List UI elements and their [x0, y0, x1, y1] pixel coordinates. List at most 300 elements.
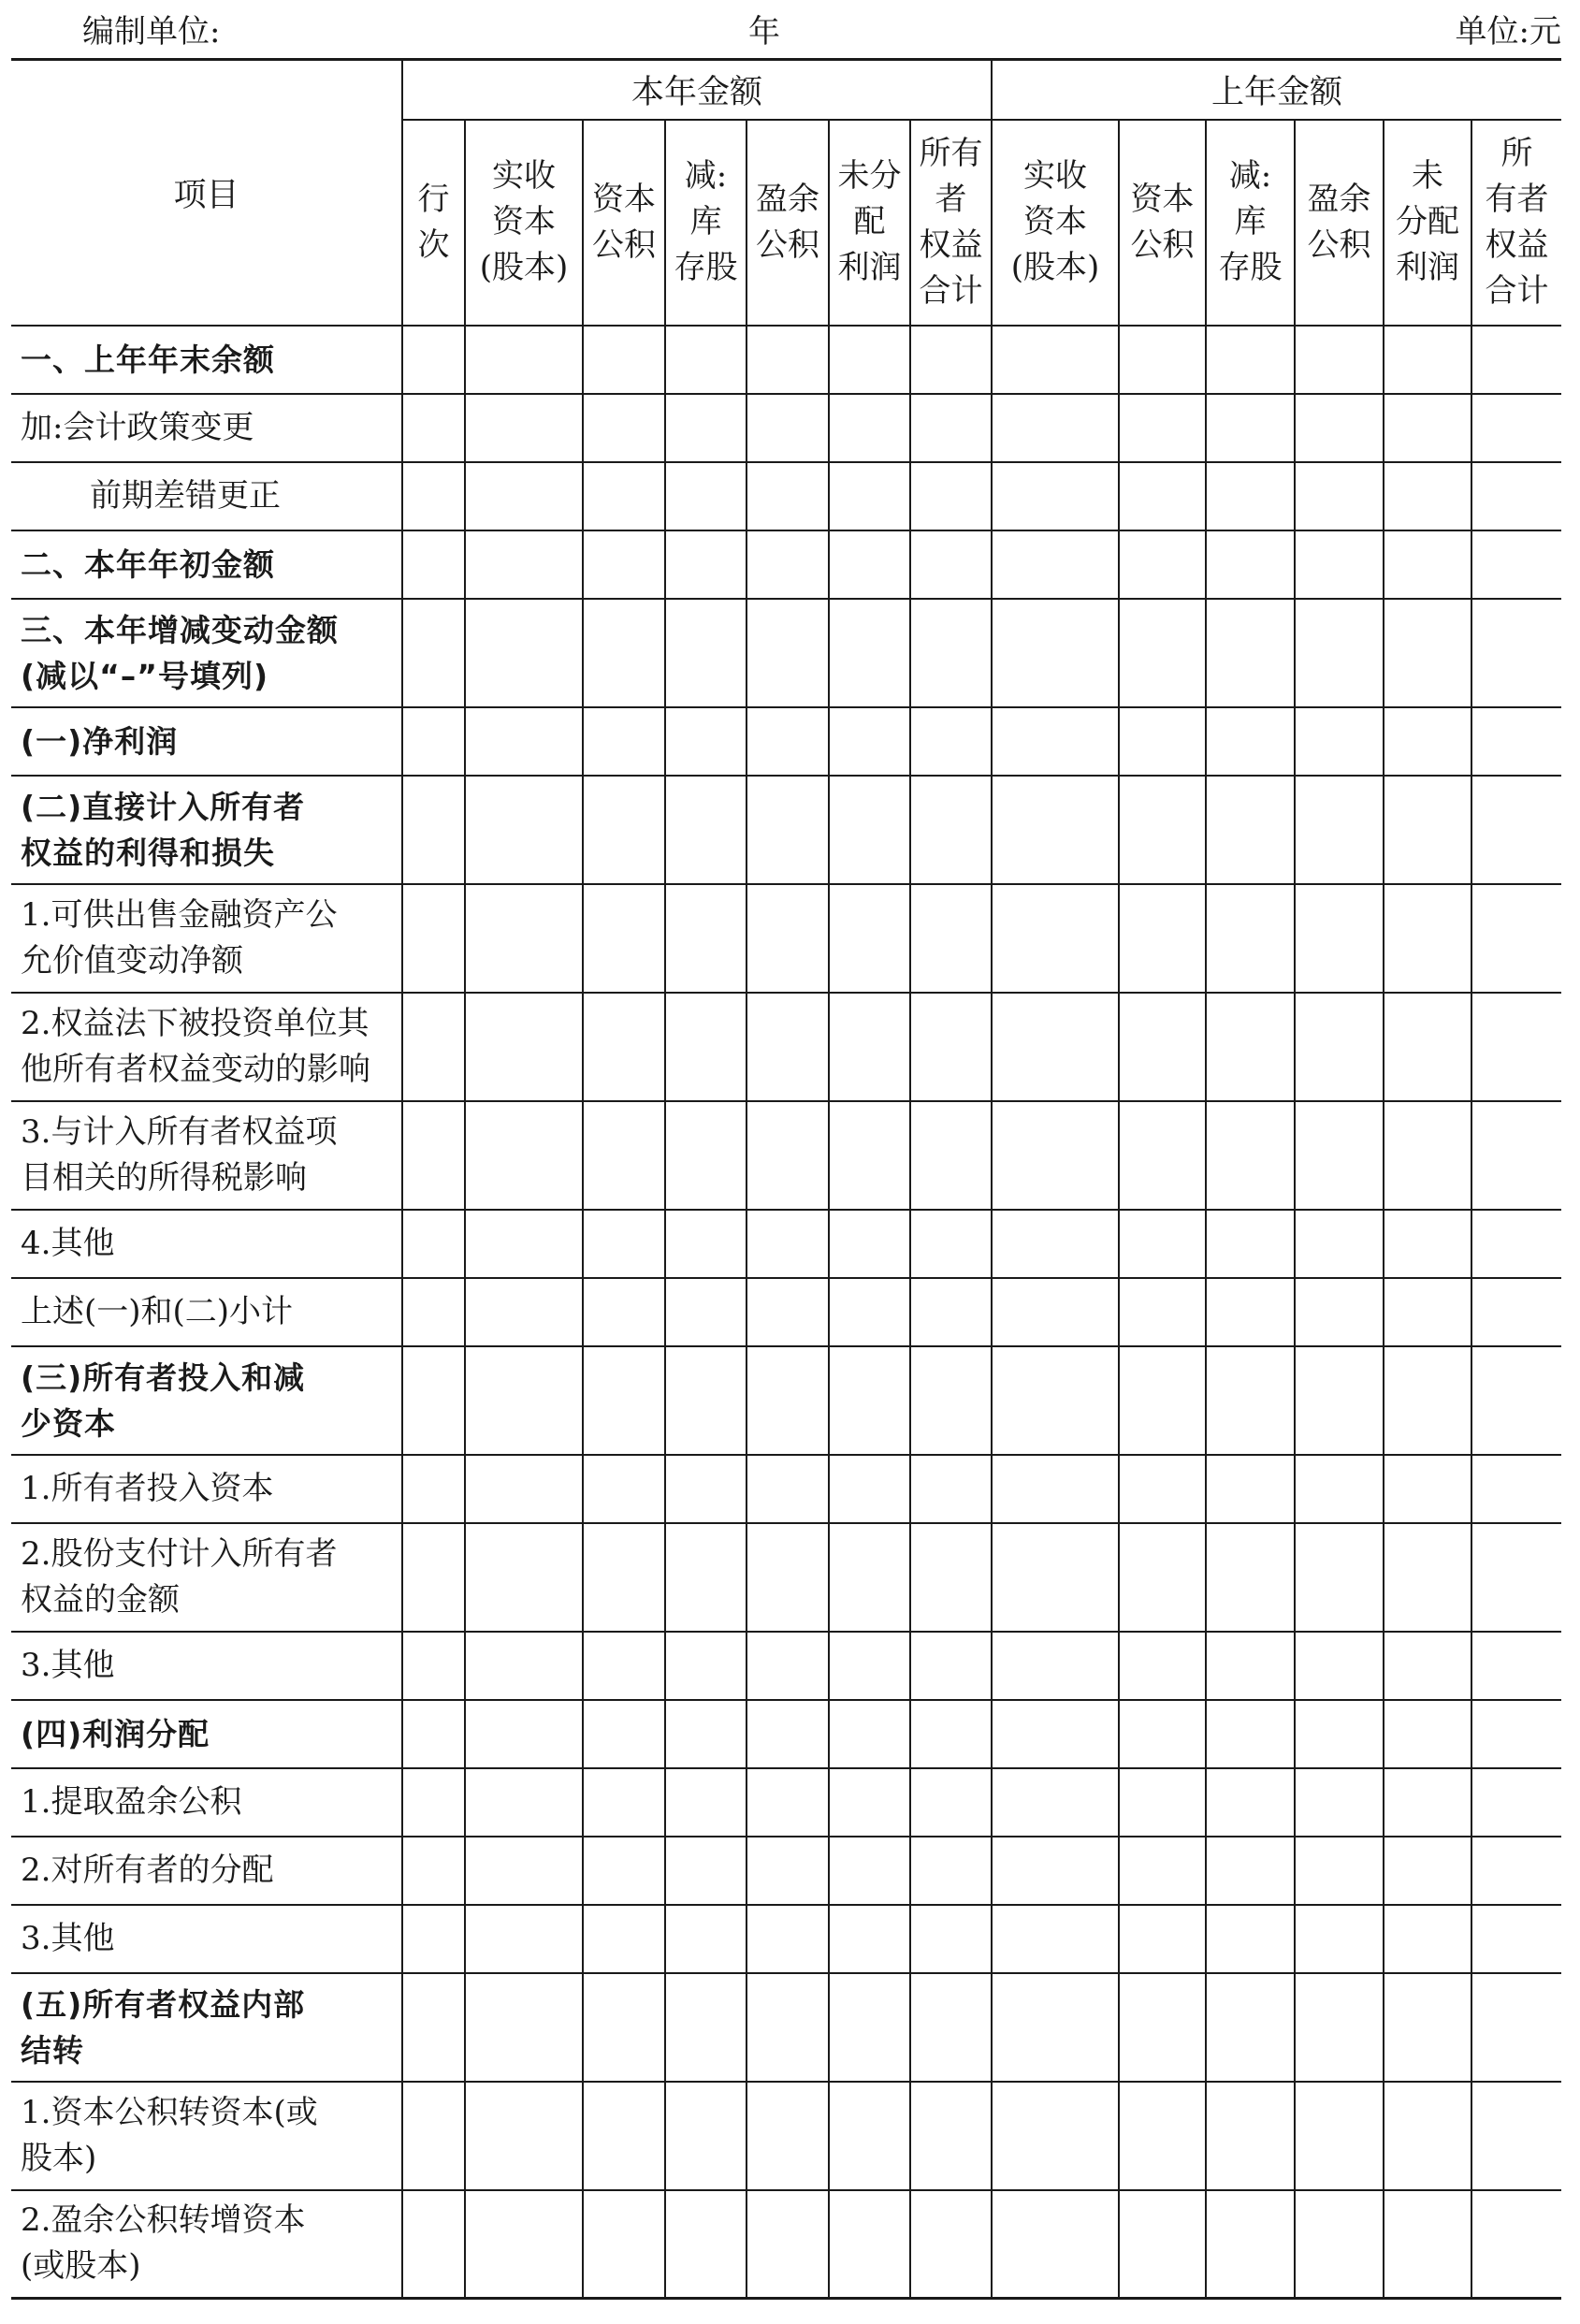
amount-cell[interactable] — [665, 1278, 747, 1346]
amount-cell[interactable] — [747, 1700, 829, 1768]
amount-cell[interactable] — [1471, 1768, 1561, 1837]
amount-cell[interactable] — [1119, 884, 1206, 993]
amount-cell[interactable] — [402, 1632, 465, 1700]
amount-cell[interactable] — [1119, 1632, 1206, 1700]
amount-cell[interactable] — [583, 462, 665, 530]
amount-cell[interactable] — [1471, 462, 1561, 530]
amount-cell[interactable] — [910, 1768, 992, 1837]
amount-cell[interactable] — [583, 776, 665, 884]
amount-cell[interactable] — [1384, 884, 1471, 993]
amount-cell[interactable] — [665, 1905, 747, 1973]
amount-cell[interactable] — [1206, 707, 1295, 776]
amount-cell[interactable] — [1471, 884, 1561, 993]
amount-cell[interactable] — [665, 1632, 747, 1700]
amount-cell[interactable] — [402, 1905, 465, 1973]
amount-cell[interactable] — [747, 462, 829, 530]
amount-cell[interactable] — [1384, 707, 1471, 776]
amount-cell[interactable] — [465, 1700, 583, 1768]
amount-cell[interactable] — [910, 1700, 992, 1768]
amount-cell[interactable] — [747, 1523, 829, 1632]
amount-cell[interactable] — [910, 1346, 992, 1455]
amount-cell[interactable] — [1119, 1768, 1206, 1837]
amount-cell[interactable] — [1471, 707, 1561, 776]
amount-cell[interactable] — [1384, 462, 1471, 530]
amount-cell[interactable] — [829, 394, 910, 462]
amount-cell[interactable] — [583, 1837, 665, 1905]
amount-cell[interactable] — [829, 993, 910, 1101]
amount-cell[interactable] — [1206, 1346, 1295, 1455]
amount-cell[interactable] — [1119, 1700, 1206, 1768]
amount-cell[interactable] — [1119, 394, 1206, 462]
amount-cell[interactable] — [992, 462, 1119, 530]
amount-cell[interactable] — [465, 2190, 583, 2299]
amount-cell[interactable] — [1471, 1905, 1561, 1973]
amount-cell[interactable] — [583, 1768, 665, 1837]
amount-cell[interactable] — [665, 1455, 747, 1523]
amount-cell[interactable] — [1295, 1101, 1384, 1210]
amount-cell[interactable] — [1119, 707, 1206, 776]
amount-cell[interactable] — [583, 599, 665, 707]
amount-cell[interactable] — [665, 1700, 747, 1768]
amount-cell[interactable] — [665, 1210, 747, 1278]
amount-cell[interactable] — [1471, 993, 1561, 1101]
amount-cell[interactable] — [465, 1837, 583, 1905]
amount-cell[interactable] — [1119, 1101, 1206, 1210]
amount-cell[interactable] — [1206, 1210, 1295, 1278]
amount-cell[interactable] — [829, 1523, 910, 1632]
amount-cell[interactable] — [1384, 1905, 1471, 1973]
amount-cell[interactable] — [829, 707, 910, 776]
amount-cell[interactable] — [583, 394, 665, 462]
amount-cell[interactable] — [910, 394, 992, 462]
amount-cell[interactable] — [1471, 1346, 1561, 1455]
amount-cell[interactable] — [402, 2190, 465, 2299]
amount-cell[interactable] — [1384, 2082, 1471, 2190]
amount-cell[interactable] — [1119, 1523, 1206, 1632]
amount-cell[interactable] — [665, 1346, 747, 1455]
amount-cell[interactable] — [910, 884, 992, 993]
amount-cell[interactable] — [910, 530, 992, 599]
amount-cell[interactable] — [829, 1101, 910, 1210]
amount-cell[interactable] — [1384, 1973, 1471, 2082]
amount-cell[interactable] — [992, 530, 1119, 599]
amount-cell[interactable] — [829, 1278, 910, 1346]
amount-cell[interactable] — [665, 599, 747, 707]
amount-cell[interactable] — [1471, 1210, 1561, 1278]
amount-cell[interactable] — [992, 599, 1119, 707]
amount-cell[interactable] — [992, 394, 1119, 462]
amount-cell[interactable] — [1295, 1905, 1384, 1973]
amount-cell[interactable] — [910, 707, 992, 776]
amount-cell[interactable] — [1471, 2082, 1561, 2190]
amount-cell[interactable] — [1295, 1632, 1384, 1700]
amount-cell[interactable] — [1471, 530, 1561, 599]
amount-cell[interactable] — [747, 1837, 829, 1905]
amount-cell[interactable] — [910, 1455, 992, 1523]
amount-cell[interactable] — [1206, 1768, 1295, 1837]
amount-cell[interactable] — [747, 394, 829, 462]
amount-cell[interactable] — [1471, 599, 1561, 707]
amount-cell[interactable] — [1384, 1837, 1471, 1905]
amount-cell[interactable] — [1119, 530, 1206, 599]
amount-cell[interactable] — [665, 776, 747, 884]
amount-cell[interactable] — [665, 707, 747, 776]
amount-cell[interactable] — [402, 462, 465, 530]
amount-cell[interactable] — [402, 394, 465, 462]
amount-cell[interactable] — [465, 1905, 583, 1973]
amount-cell[interactable] — [1384, 1523, 1471, 1632]
amount-cell[interactable] — [1206, 462, 1295, 530]
amount-cell[interactable] — [1384, 1346, 1471, 1455]
amount-cell[interactable] — [1119, 1278, 1206, 1346]
amount-cell[interactable] — [465, 1768, 583, 1837]
amount-cell[interactable] — [402, 1101, 465, 1210]
amount-cell[interactable] — [465, 394, 583, 462]
amount-cell[interactable] — [1471, 394, 1561, 462]
amount-cell[interactable] — [1471, 326, 1561, 394]
amount-cell[interactable] — [1295, 599, 1384, 707]
amount-cell[interactable] — [583, 1278, 665, 1346]
amount-cell[interactable] — [1295, 1837, 1384, 1905]
amount-cell[interactable] — [1384, 2190, 1471, 2299]
amount-cell[interactable] — [992, 1905, 1119, 1973]
amount-cell[interactable] — [910, 1905, 992, 1973]
amount-cell[interactable] — [1384, 1632, 1471, 1700]
amount-cell[interactable] — [1119, 993, 1206, 1101]
amount-cell[interactable] — [1384, 1455, 1471, 1523]
amount-cell[interactable] — [665, 1768, 747, 1837]
amount-cell[interactable] — [665, 884, 747, 993]
amount-cell[interactable] — [747, 1632, 829, 1700]
amount-cell[interactable] — [402, 1700, 465, 1768]
amount-cell[interactable] — [465, 462, 583, 530]
amount-cell[interactable] — [747, 599, 829, 707]
amount-cell[interactable] — [910, 2190, 992, 2299]
amount-cell[interactable] — [1295, 1210, 1384, 1278]
amount-cell[interactable] — [992, 776, 1119, 884]
amount-cell[interactable] — [402, 1523, 465, 1632]
amount-cell[interactable] — [1206, 2082, 1295, 2190]
amount-cell[interactable] — [665, 1523, 747, 1632]
amount-cell[interactable] — [747, 326, 829, 394]
amount-cell[interactable] — [465, 1346, 583, 1455]
amount-cell[interactable] — [583, 884, 665, 993]
amount-cell[interactable] — [992, 1346, 1119, 1455]
amount-cell[interactable] — [1295, 462, 1384, 530]
amount-cell[interactable] — [1206, 993, 1295, 1101]
amount-cell[interactable] — [465, 530, 583, 599]
amount-cell[interactable] — [465, 1101, 583, 1210]
amount-cell[interactable] — [829, 1632, 910, 1700]
amount-cell[interactable] — [1384, 1700, 1471, 1768]
amount-cell[interactable] — [1471, 1101, 1561, 1210]
amount-cell[interactable] — [1295, 993, 1384, 1101]
amount-cell[interactable] — [665, 1973, 747, 2082]
amount-cell[interactable] — [747, 993, 829, 1101]
amount-cell[interactable] — [665, 1837, 747, 1905]
amount-cell[interactable] — [402, 1973, 465, 2082]
amount-cell[interactable] — [1206, 1455, 1295, 1523]
amount-cell[interactable] — [910, 1523, 992, 1632]
amount-cell[interactable] — [747, 707, 829, 776]
amount-cell[interactable] — [1206, 1973, 1295, 2082]
amount-cell[interactable] — [402, 884, 465, 993]
amount-cell[interactable] — [665, 993, 747, 1101]
amount-cell[interactable] — [829, 2190, 910, 2299]
amount-cell[interactable] — [747, 2190, 829, 2299]
amount-cell[interactable] — [402, 1837, 465, 1905]
amount-cell[interactable] — [1206, 1278, 1295, 1346]
amount-cell[interactable] — [583, 1973, 665, 2082]
amount-cell[interactable] — [465, 2082, 583, 2190]
amount-cell[interactable] — [992, 1455, 1119, 1523]
amount-cell[interactable] — [1384, 1101, 1471, 1210]
amount-cell[interactable] — [1206, 1632, 1295, 1700]
amount-cell[interactable] — [1206, 884, 1295, 993]
amount-cell[interactable] — [1295, 1700, 1384, 1768]
amount-cell[interactable] — [1295, 884, 1384, 993]
amount-cell[interactable] — [992, 326, 1119, 394]
amount-cell[interactable] — [465, 776, 583, 884]
amount-cell[interactable] — [1384, 1768, 1471, 1837]
amount-cell[interactable] — [402, 2082, 465, 2190]
amount-cell[interactable] — [1471, 1278, 1561, 1346]
amount-cell[interactable] — [402, 326, 465, 394]
amount-cell[interactable] — [1384, 993, 1471, 1101]
amount-cell[interactable] — [992, 1700, 1119, 1768]
amount-cell[interactable] — [665, 326, 747, 394]
amount-cell[interactable] — [747, 1278, 829, 1346]
amount-cell[interactable] — [747, 1455, 829, 1523]
amount-cell[interactable] — [583, 1455, 665, 1523]
amount-cell[interactable] — [1206, 1523, 1295, 1632]
amount-cell[interactable] — [1384, 394, 1471, 462]
amount-cell[interactable] — [992, 2190, 1119, 2299]
amount-cell[interactable] — [465, 599, 583, 707]
amount-cell[interactable] — [1206, 394, 1295, 462]
amount-cell[interactable] — [1471, 1523, 1561, 1632]
amount-cell[interactable] — [1384, 599, 1471, 707]
amount-cell[interactable] — [1295, 1278, 1384, 1346]
amount-cell[interactable] — [1384, 326, 1471, 394]
amount-cell[interactable] — [992, 707, 1119, 776]
amount-cell[interactable] — [1119, 599, 1206, 707]
amount-cell[interactable] — [1119, 776, 1206, 884]
amount-cell[interactable] — [1119, 326, 1206, 394]
amount-cell[interactable] — [747, 1346, 829, 1455]
amount-cell[interactable] — [1119, 1905, 1206, 1973]
amount-cell[interactable] — [1471, 1455, 1561, 1523]
amount-cell[interactable] — [829, 884, 910, 993]
amount-cell[interactable] — [583, 1632, 665, 1700]
amount-cell[interactable] — [1206, 1101, 1295, 1210]
amount-cell[interactable] — [1119, 1210, 1206, 1278]
amount-cell[interactable] — [747, 530, 829, 599]
amount-cell[interactable] — [992, 1632, 1119, 1700]
amount-cell[interactable] — [1295, 394, 1384, 462]
amount-cell[interactable] — [402, 707, 465, 776]
amount-cell[interactable] — [1206, 1700, 1295, 1768]
amount-cell[interactable] — [910, 326, 992, 394]
amount-cell[interactable] — [402, 1210, 465, 1278]
amount-cell[interactable] — [1384, 776, 1471, 884]
amount-cell[interactable] — [665, 462, 747, 530]
amount-cell[interactable] — [665, 394, 747, 462]
amount-cell[interactable] — [1384, 1278, 1471, 1346]
amount-cell[interactable] — [1295, 707, 1384, 776]
amount-cell[interactable] — [992, 1278, 1119, 1346]
amount-cell[interactable] — [402, 530, 465, 599]
amount-cell[interactable] — [829, 1210, 910, 1278]
amount-cell[interactable] — [402, 993, 465, 1101]
amount-cell[interactable] — [583, 1101, 665, 1210]
amount-cell[interactable] — [910, 599, 992, 707]
amount-cell[interactable] — [665, 1101, 747, 1210]
amount-cell[interactable] — [465, 1632, 583, 1700]
amount-cell[interactable] — [910, 1837, 992, 1905]
amount-cell[interactable] — [1384, 530, 1471, 599]
amount-cell[interactable] — [583, 1210, 665, 1278]
amount-cell[interactable] — [1206, 599, 1295, 707]
amount-cell[interactable] — [1295, 776, 1384, 884]
amount-cell[interactable] — [665, 2082, 747, 2190]
amount-cell[interactable] — [1384, 1210, 1471, 1278]
amount-cell[interactable] — [1471, 776, 1561, 884]
amount-cell[interactable] — [465, 884, 583, 993]
amount-cell[interactable] — [910, 1278, 992, 1346]
amount-cell[interactable] — [992, 884, 1119, 993]
amount-cell[interactable] — [910, 1632, 992, 1700]
amount-cell[interactable] — [829, 1346, 910, 1455]
amount-cell[interactable] — [402, 776, 465, 884]
amount-cell[interactable] — [992, 1837, 1119, 1905]
amount-cell[interactable] — [1295, 2190, 1384, 2299]
amount-cell[interactable] — [583, 1905, 665, 1973]
amount-cell[interactable] — [747, 1905, 829, 1973]
amount-cell[interactable] — [1295, 326, 1384, 394]
amount-cell[interactable] — [1206, 1905, 1295, 1973]
year-label: 年 — [748, 13, 780, 51]
amount-cell[interactable] — [829, 1837, 910, 1905]
amount-cell[interactable] — [402, 599, 465, 707]
amount-cell[interactable] — [465, 1210, 583, 1278]
amount-cell[interactable] — [829, 326, 910, 394]
amount-cell[interactable] — [1295, 1523, 1384, 1632]
amount-cell[interactable] — [402, 1455, 465, 1523]
amount-cell[interactable] — [465, 1455, 583, 1523]
amount-cell[interactable] — [910, 462, 992, 530]
amount-cell[interactable] — [1206, 1837, 1295, 1905]
amount-cell[interactable] — [910, 1210, 992, 1278]
amount-cell[interactable] — [1295, 1768, 1384, 1837]
amount-cell[interactable] — [583, 1346, 665, 1455]
amount-cell[interactable] — [583, 530, 665, 599]
amount-cell[interactable] — [747, 1101, 829, 1210]
amount-cell[interactable] — [747, 884, 829, 993]
amount-cell[interactable] — [1471, 2190, 1561, 2299]
amount-cell[interactable] — [910, 776, 992, 884]
amount-cell[interactable] — [665, 2190, 747, 2299]
amount-cell[interactable] — [1206, 326, 1295, 394]
amount-cell[interactable] — [1471, 1632, 1561, 1700]
amount-cell[interactable] — [1206, 776, 1295, 884]
amount-cell[interactable] — [583, 993, 665, 1101]
amount-cell[interactable] — [992, 1523, 1119, 1632]
amount-cell[interactable] — [910, 1973, 992, 2082]
amount-cell[interactable] — [1119, 1455, 1206, 1523]
amount-cell[interactable] — [829, 1973, 910, 2082]
amount-cell[interactable] — [465, 1523, 583, 1632]
amount-cell[interactable] — [583, 2190, 665, 2299]
amount-cell[interactable] — [829, 530, 910, 599]
amount-cell[interactable] — [1119, 1973, 1206, 2082]
amount-cell[interactable] — [829, 1905, 910, 1973]
amount-cell[interactable] — [1295, 530, 1384, 599]
amount-cell[interactable] — [829, 776, 910, 884]
amount-cell[interactable] — [992, 1210, 1119, 1278]
amount-cell[interactable] — [829, 1700, 910, 1768]
amount-cell[interactable] — [1119, 1837, 1206, 1905]
amount-cell[interactable] — [1206, 530, 1295, 599]
amount-cell[interactable] — [1471, 1973, 1561, 2082]
amount-cell[interactable] — [1295, 2082, 1384, 2190]
amount-cell[interactable] — [1206, 2190, 1295, 2299]
amount-cell[interactable] — [829, 1455, 910, 1523]
amount-cell[interactable] — [747, 1973, 829, 2082]
amount-cell[interactable] — [465, 1278, 583, 1346]
amount-cell[interactable] — [402, 1768, 465, 1837]
amount-cell[interactable] — [747, 1210, 829, 1278]
amount-cell[interactable] — [1295, 1346, 1384, 1455]
amount-cell[interactable] — [1295, 1973, 1384, 2082]
amount-cell[interactable] — [829, 462, 910, 530]
amount-cell[interactable] — [1119, 2190, 1206, 2299]
amount-cell[interactable] — [583, 326, 665, 394]
amount-cell[interactable] — [465, 993, 583, 1101]
amount-cell[interactable] — [465, 326, 583, 394]
amount-cell[interactable] — [992, 1101, 1119, 1210]
amount-cell[interactable] — [1119, 2082, 1206, 2190]
amount-cell[interactable] — [992, 993, 1119, 1101]
amount-cell[interactable] — [747, 1768, 829, 1837]
amount-cell[interactable] — [910, 993, 992, 1101]
amount-cell[interactable] — [747, 776, 829, 884]
amount-cell[interactable] — [583, 1700, 665, 1768]
amount-cell[interactable] — [665, 530, 747, 599]
amount-cell[interactable] — [583, 2082, 665, 2190]
amount-cell[interactable] — [829, 2082, 910, 2190]
amount-cell[interactable] — [402, 1346, 465, 1455]
amount-cell[interactable] — [465, 707, 583, 776]
amount-cell[interactable] — [829, 599, 910, 707]
amount-cell[interactable] — [910, 1101, 992, 1210]
amount-cell[interactable] — [829, 1768, 910, 1837]
amount-cell[interactable] — [1471, 1837, 1561, 1905]
amount-cell[interactable] — [1119, 1346, 1206, 1455]
amount-cell[interactable] — [747, 2082, 829, 2190]
amount-cell[interactable] — [1119, 462, 1206, 530]
amount-cell[interactable] — [1295, 1455, 1384, 1523]
amount-cell[interactable] — [402, 1278, 465, 1346]
amount-cell[interactable] — [992, 2082, 1119, 2190]
amount-cell[interactable] — [1471, 1700, 1561, 1768]
amount-cell[interactable] — [992, 1973, 1119, 2082]
amount-cell[interactable] — [465, 1973, 583, 2082]
amount-cell[interactable] — [992, 1768, 1119, 1837]
amount-cell[interactable] — [910, 2082, 992, 2190]
amount-cell[interactable] — [583, 1523, 665, 1632]
amount-cell[interactable] — [583, 707, 665, 776]
